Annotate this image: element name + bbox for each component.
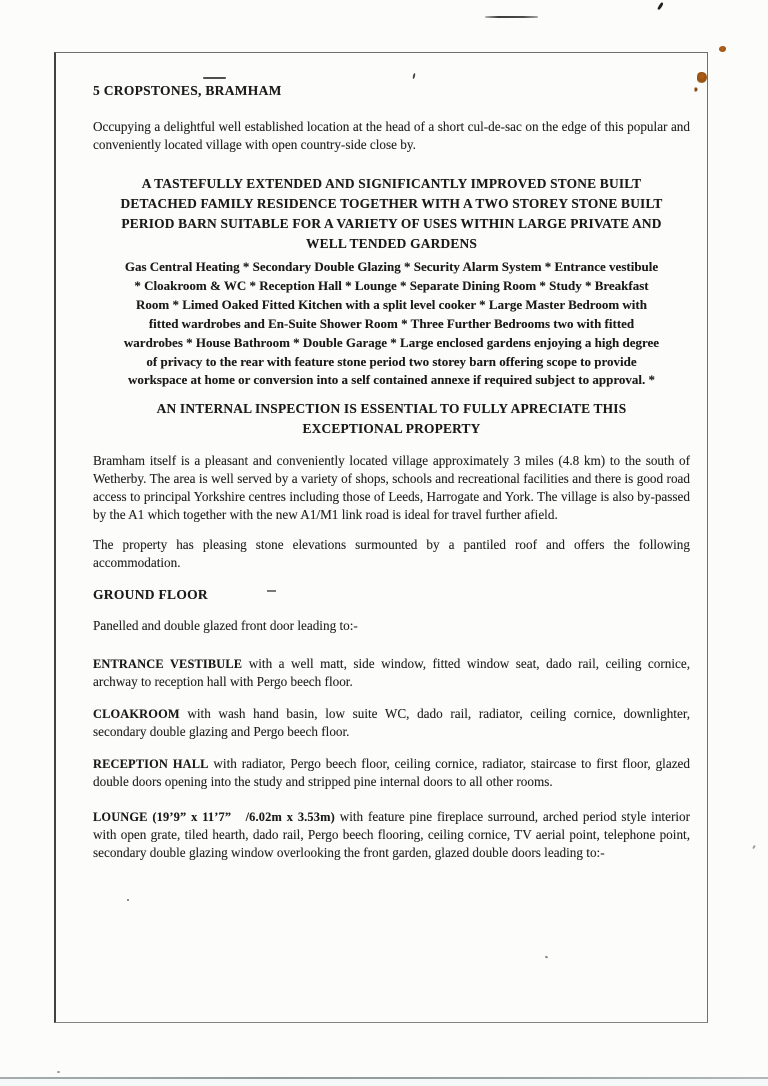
section-heading-ground-floor: GROUND FLOOR xyxy=(93,587,208,603)
features-line: workspace at home or conversion into a self contained annexe if required subject to approval. * xyxy=(128,372,655,388)
room-entrance-vestibule xyxy=(93,655,690,691)
room-description: with wash hand basin, low suite WC, dado rail, radiator, ceiling cornice, downlighter, secondary double glazing and Pergo beech floor. xyxy=(93,706,690,740)
room-name: LOUNGE (19’9” x 11’7” /6.02m x 3.53m) xyxy=(93,810,335,825)
rust-stain xyxy=(719,46,726,52)
headline-line: A TASTEFULLY EXTENDED AND SIGNIFICANTLY IMPROVED STONE BUILT xyxy=(141,176,642,191)
room-name: CLOAKROOM xyxy=(93,707,180,722)
scan-artifact-dash xyxy=(203,77,226,79)
scan-artifact-dash xyxy=(485,16,538,18)
features-line: wardrobes * House Bathroom * Double Garage * Large enclosed gardens enjoying a high degree xyxy=(123,334,660,350)
room-name: RECEPTION HALL xyxy=(93,757,209,772)
description-paragraph: The property has pleasing stone elevations surmounted by a pantiled roof and offers the following accommodation. xyxy=(93,537,690,571)
features-list xyxy=(93,258,690,390)
room-name: ENTRANCE VESTIBULE xyxy=(93,657,243,672)
room-reception-hall xyxy=(93,755,690,791)
room-description: with radiator, Pergo beech floor, ceiling cornice, radiator, staircase to first floor, glazed double doors opening into the study and stripped pine internal doors to all other rooms. xyxy=(93,756,690,790)
pen-mark xyxy=(657,2,663,10)
front-door-note: Panelled and double glazed front door leading to:- xyxy=(93,618,358,634)
intro-paragraph: Occupying a delightful well established location at the head of a short cul-de-sac on the edge of this popular and conveniently located village with open country-side close by. xyxy=(93,119,690,152)
features-line: fitted wardrobes and En-Suite Shower Room * Three Further Bedrooms two with fitted xyxy=(148,315,635,331)
room-description: with a well matt, side window, fitted window seat, dado rail, ceiling cornice, archway to reception hall with Pergo beech floor. xyxy=(93,656,690,690)
inspection-line: AN INTERNAL INSPECTION IS ESSENTIAL TO FULLY APRECIATE THIS xyxy=(156,401,627,417)
features-line: * Cloakroom & WC * Reception Hall * Lounge * Separate Dining Room * Study * Breakfast xyxy=(134,277,649,293)
scan-speck xyxy=(752,845,756,849)
scanner-edge-strip xyxy=(0,1079,768,1086)
page-border-frame xyxy=(54,52,708,1023)
headline-line: DETACHED FAMILY RESIDENCE TOGETHER WITH A TWO STOREY STONE BUILT xyxy=(120,196,663,211)
headline-line: PERIOD BARN SUITABLE FOR A VARIETY OF USES WITHIN LARGE PRIVATE AND xyxy=(121,216,662,231)
headline-line: WELL TENDED GARDENS xyxy=(306,236,477,251)
scan-speck xyxy=(127,899,129,901)
room-cloakroom xyxy=(93,705,690,741)
property-title: 5 CROPSTONES, BRAMHAM xyxy=(93,83,282,98)
room-lounge xyxy=(93,808,690,862)
room-description: with feature pine fireplace surround, arched period style interior with open grate, tiled hearth, dado rail, Pergo beech flooring, ceiling cornice, TV aerial point, telephone point, secondary double glazing window overlooking the front garden, glazed double doors leading to:- xyxy=(93,809,690,861)
features-line: Gas Central Heating * Secondary Double Glazing * Security Alarm System * Entrance vestibule xyxy=(124,259,659,274)
features-line: Room * Limed Oaked Fitted Kitchen with a split level cooker * Large Master Bedroom with xyxy=(136,296,647,312)
inspection-line: EXCEPTIONAL PROPERTY xyxy=(302,421,481,437)
property-headline xyxy=(93,174,690,254)
scan-artifact-dash xyxy=(267,590,276,592)
inspection-note xyxy=(93,399,690,439)
scan-speck xyxy=(57,1071,60,1073)
features-line: of privacy to the rear with feature stone period two storey barn offering scope to provide xyxy=(146,353,637,369)
location-paragraph: Bramham itself is a pleasant and conveniently located village approximately 3 miles (4.8 km) to the south of Wetherby. The area is well served by a variety of shops, schools and recreational facilities and there is good road access to principal Yorkshire centres including those of Leeds, Harrogate and York. The village is also by-passed by the A1 which together with the new A1/M1 link road is ideal for travel further afield. xyxy=(93,453,690,523)
